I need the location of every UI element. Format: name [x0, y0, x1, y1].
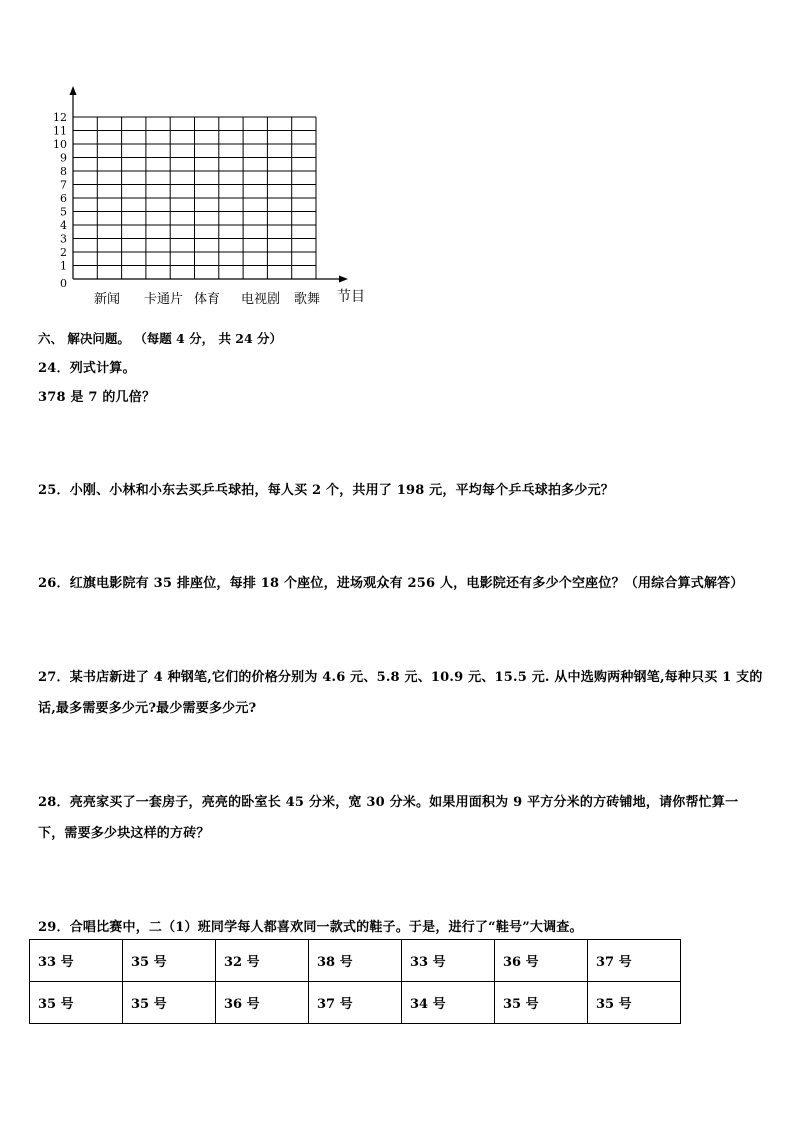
- table-cell: 35 号: [123, 940, 216, 982]
- question-25: 25．小刚、小林和小东去买乒乓球拍，每人买 2 个，共用了 198 元，平均每个乒乓球拍多少元？: [38, 483, 614, 498]
- table-cell: 35 号: [588, 982, 681, 1024]
- x-axis-label: 节目: [337, 289, 365, 305]
- table-row: [30, 982, 681, 1024]
- table-cell: 37 号: [588, 940, 681, 982]
- table-cell: 38 号: [309, 940, 402, 982]
- y-tick-label: 1: [60, 259, 67, 273]
- y-tick-label: 8: [60, 165, 67, 178]
- y-tick-label: 4: [60, 219, 67, 232]
- table-row: [30, 940, 681, 982]
- question-27-line2: 话,最多需要多少元?最少需要多少元?: [38, 701, 257, 716]
- question-28-line1: 28．亮亮家买了一套房子，亮亮的卧室长 45 分米，宽 30 分米。如果用面积为 9 平方分米的方砖铺地，请你帮忙算一: [38, 795, 739, 810]
- y-tick-label: 2: [60, 246, 67, 259]
- table-cell: 36 号: [495, 940, 588, 982]
- question-26: 26．红旗电影院有 35 排座位，每排 18 个座位，进场观众有 256 人，电影院还有多少个空座位？（用综合算式解答）: [38, 576, 744, 591]
- table-cell: 35 号: [123, 982, 216, 1024]
- y-tick-label: 6: [60, 192, 67, 205]
- question-24-body: 378 是 7 的几倍？: [38, 390, 156, 405]
- y-tick-label: 7: [60, 178, 67, 192]
- table-cell: 36 号: [216, 982, 309, 1024]
- y-tick-label: 9: [60, 151, 67, 165]
- x-axis-arrow: [339, 276, 348, 283]
- y-tick-label: 12: [53, 111, 67, 124]
- question-24-title: 24．列式计算。: [38, 361, 136, 376]
- category-label-news: 新闻: [94, 292, 121, 307]
- category-label-tv-drama: 电视剧: [241, 292, 281, 307]
- y-tick-label: 11: [53, 124, 67, 138]
- table-cell: 37 号: [309, 982, 402, 1024]
- table-cell: 35 号: [30, 982, 123, 1024]
- table-cell: 32 号: [216, 940, 309, 982]
- table-cell: 34 号: [402, 982, 495, 1024]
- table-cell: 33 号: [402, 940, 495, 982]
- category-label-cartoon: 卡通片: [144, 292, 184, 307]
- y-axis-arrow: [70, 86, 77, 95]
- y-tick-label: 5: [60, 205, 67, 219]
- table-cell: 33 号: [30, 940, 123, 982]
- question-29: 29．合唱比赛中，二（1）班同学每人都喜欢同一款式的鞋子。于是，进行了“鞋号”大调查。: [38, 920, 583, 935]
- shoe-size-table: [29, 939, 681, 1024]
- y-tick-label: 3: [60, 232, 67, 246]
- y-tick-label: 10: [53, 138, 67, 151]
- question-28-line2: 下，需要多少块这样的方砖？: [38, 826, 210, 841]
- question-27-line1: 27．某书店新进了 4 种钢笔,它们的价格分别为 4.6 元、5.8 元、10.9 元、15.5 元. 从中选购两种钢笔,每种只买 1 支的: [38, 670, 763, 685]
- y-tick-label: 0: [60, 277, 67, 290]
- category-label-song-dance: 歌舞: [294, 292, 321, 307]
- bar-chart-grid: [0, 0, 794, 320]
- table-cell: 35 号: [495, 982, 588, 1024]
- category-label-sports: 体育: [194, 292, 221, 307]
- section-heading: 六、 解决问题。 （每题 4 分， 共 24 分）: [38, 331, 283, 346]
